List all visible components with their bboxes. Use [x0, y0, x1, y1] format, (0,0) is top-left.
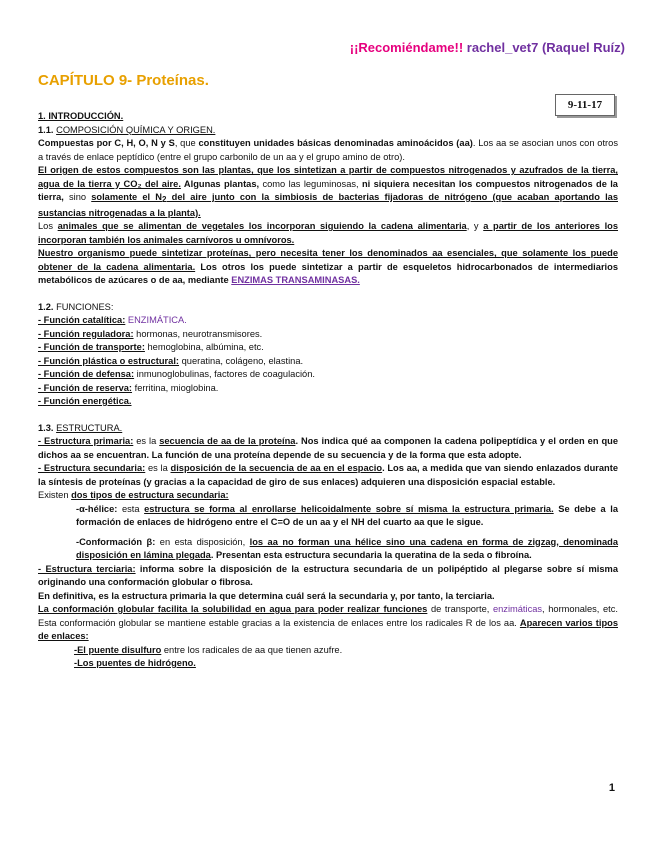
function-item: - Función de reserva: ferritina, mioglobina. — [38, 382, 219, 393]
list-item: -Los puentes de hidrógeno. — [74, 658, 196, 668]
function-item: - Función reguladora: hormonas, neurotransmisores. — [38, 328, 263, 339]
author-text: rachel_vet7 (Raquel Ruíz) — [466, 40, 625, 55]
paragraph: Compuestas por C, H, O, N y S, que constituyen unidades básicas denominadas aminoácidos (aa). Los aa se asocian unos con otros a través de enlace peptídico (entre el grupo carbonilo de un aa y el grupo amino de otro). — [38, 138, 618, 162]
paragraph: El origen de estos compuestos son las plantas, que los sintetizan a partir de compuestos nitrogenados y azufrados de la tierra, agua de la tierra y CO₂ del aire. Algunas plantas, como las leguminosas, ni siquiera necesitan los compuestos nitrogenados de la tierra, sino solamente el N2 del aire junto con la simbiosis de bacterias fijadoras de nitrógeno (que acaban aportando las sustancias nitrogenadas a la planta). — [38, 165, 618, 218]
paragraph: - Estructura secundaria: es la disposición de la secuencia de aa en el espacio. Los aa, a medida que van siendo enlazados durante la síntesis de proteínas (y gracias a la capacidad de giro de sus enlaces) adquieren una disposición espacial estable. — [38, 463, 618, 487]
list-item: -α-hélice: esta estructura se forma al enrollarse helicoidalmente sobre sí misma la estructura primaria. Se debe a la formación de enlaces de hidrógeno entre el C=O de un aa y el NH del cuarto aa que le sigue. — [76, 503, 619, 527]
function-item: - Función de transporte: hemoglobina, albúmina, etc. — [38, 342, 264, 352]
paragraph: - Estructura primaria: es la secuencia de aa de la proteína. Nos indica qué aa componen la cadena polipeptídica y el orden en que dichos aa se encuentran. La función de una proteína depende de su secuencia y de la forma que esta adopte. — [38, 436, 618, 460]
subsection-heading: 1.1. COMPOSICIÓN QUÍMICA Y ORIGEN. — [38, 124, 216, 135]
date-box: 9-11-17 — [555, 94, 615, 116]
function-item: - Función energética. — [38, 396, 132, 406]
paragraph: La conformación globular facilita la solubilidad en agua para poder realizar funciones de transporte, enzimáticas, hormonales, etc. Esta conformación globular se mantiene estable gracias a la existencia de enlaces entre los radicales R de los aa. Aparecen varios tipos de enlaces: — [38, 604, 618, 641]
paragraph: Nuestro organismo puede sintetizar proteínas, pero necesita tener los denominados aa esenciales, que solamente los puede obtener de la cadena alimentaria. Los otros los puede sintetizar a partir de esqueletos hidrocarbonados de intermediarios metabólicos de azúcares o de aa, mediante ENZIMAS TRANSAMINASAS. — [38, 248, 618, 285]
subsection-heading: 1.3. ESTRUCTURA. — [38, 422, 123, 433]
function-item: - Función catalítica: ENZIMÁTICA. — [38, 315, 187, 325]
promo-text: ¡¡Recomiéndame!! — [349, 40, 464, 55]
section-heading: 1. INTRODUCCIÓN. — [38, 111, 124, 121]
list-item: -Conformación β: en esta disposición, los aa no forman una hélice sino una cadena en forma de zigzag, denominada disposición en lámina plegada. Presentan esta estructura secundaria la queratina de la seda o fibroína. — [76, 536, 619, 560]
function-item: - Función de defensa: inmunoglobulinas, factores de coagulación. — [38, 369, 315, 379]
chapter-title: CAPÍTULO 9- Proteínas. — [38, 72, 209, 89]
paragraph: Los animales que se alimentan de vegetales los incorporan siguiendo la cadena alimentaria, y a partir de los anteriores los incorporan también los animales carnívoros u omnívoros. — [38, 221, 619, 245]
list-item: -El puente disulfuro entre los radicales de aa que tienen azufre. — [74, 644, 343, 655]
document-body — [38, 110, 618, 671]
paragraph: En definitiva, es la estructura primaria la que determina cuál será la secundaria y, por tanto, la terciaria. — [38, 590, 495, 601]
page-number: 1 — [608, 782, 615, 794]
paragraph: Existen dos tipos de estructura secundaria: — [38, 490, 229, 500]
function-item: - Función plástica o estructural: queratina, colágeno, elastina. — [38, 355, 304, 366]
page-header — [350, 40, 625, 55]
paragraph: - Estructura terciaria: informa sobre la disposición de la estructura secundaria de un polipéptido al plegarse sobre sí misma originando una conformación globular o fibrosa. — [38, 563, 618, 587]
function-list — [38, 314, 618, 409]
subsection-heading: 1.2. FUNCIONES: — [38, 301, 114, 312]
